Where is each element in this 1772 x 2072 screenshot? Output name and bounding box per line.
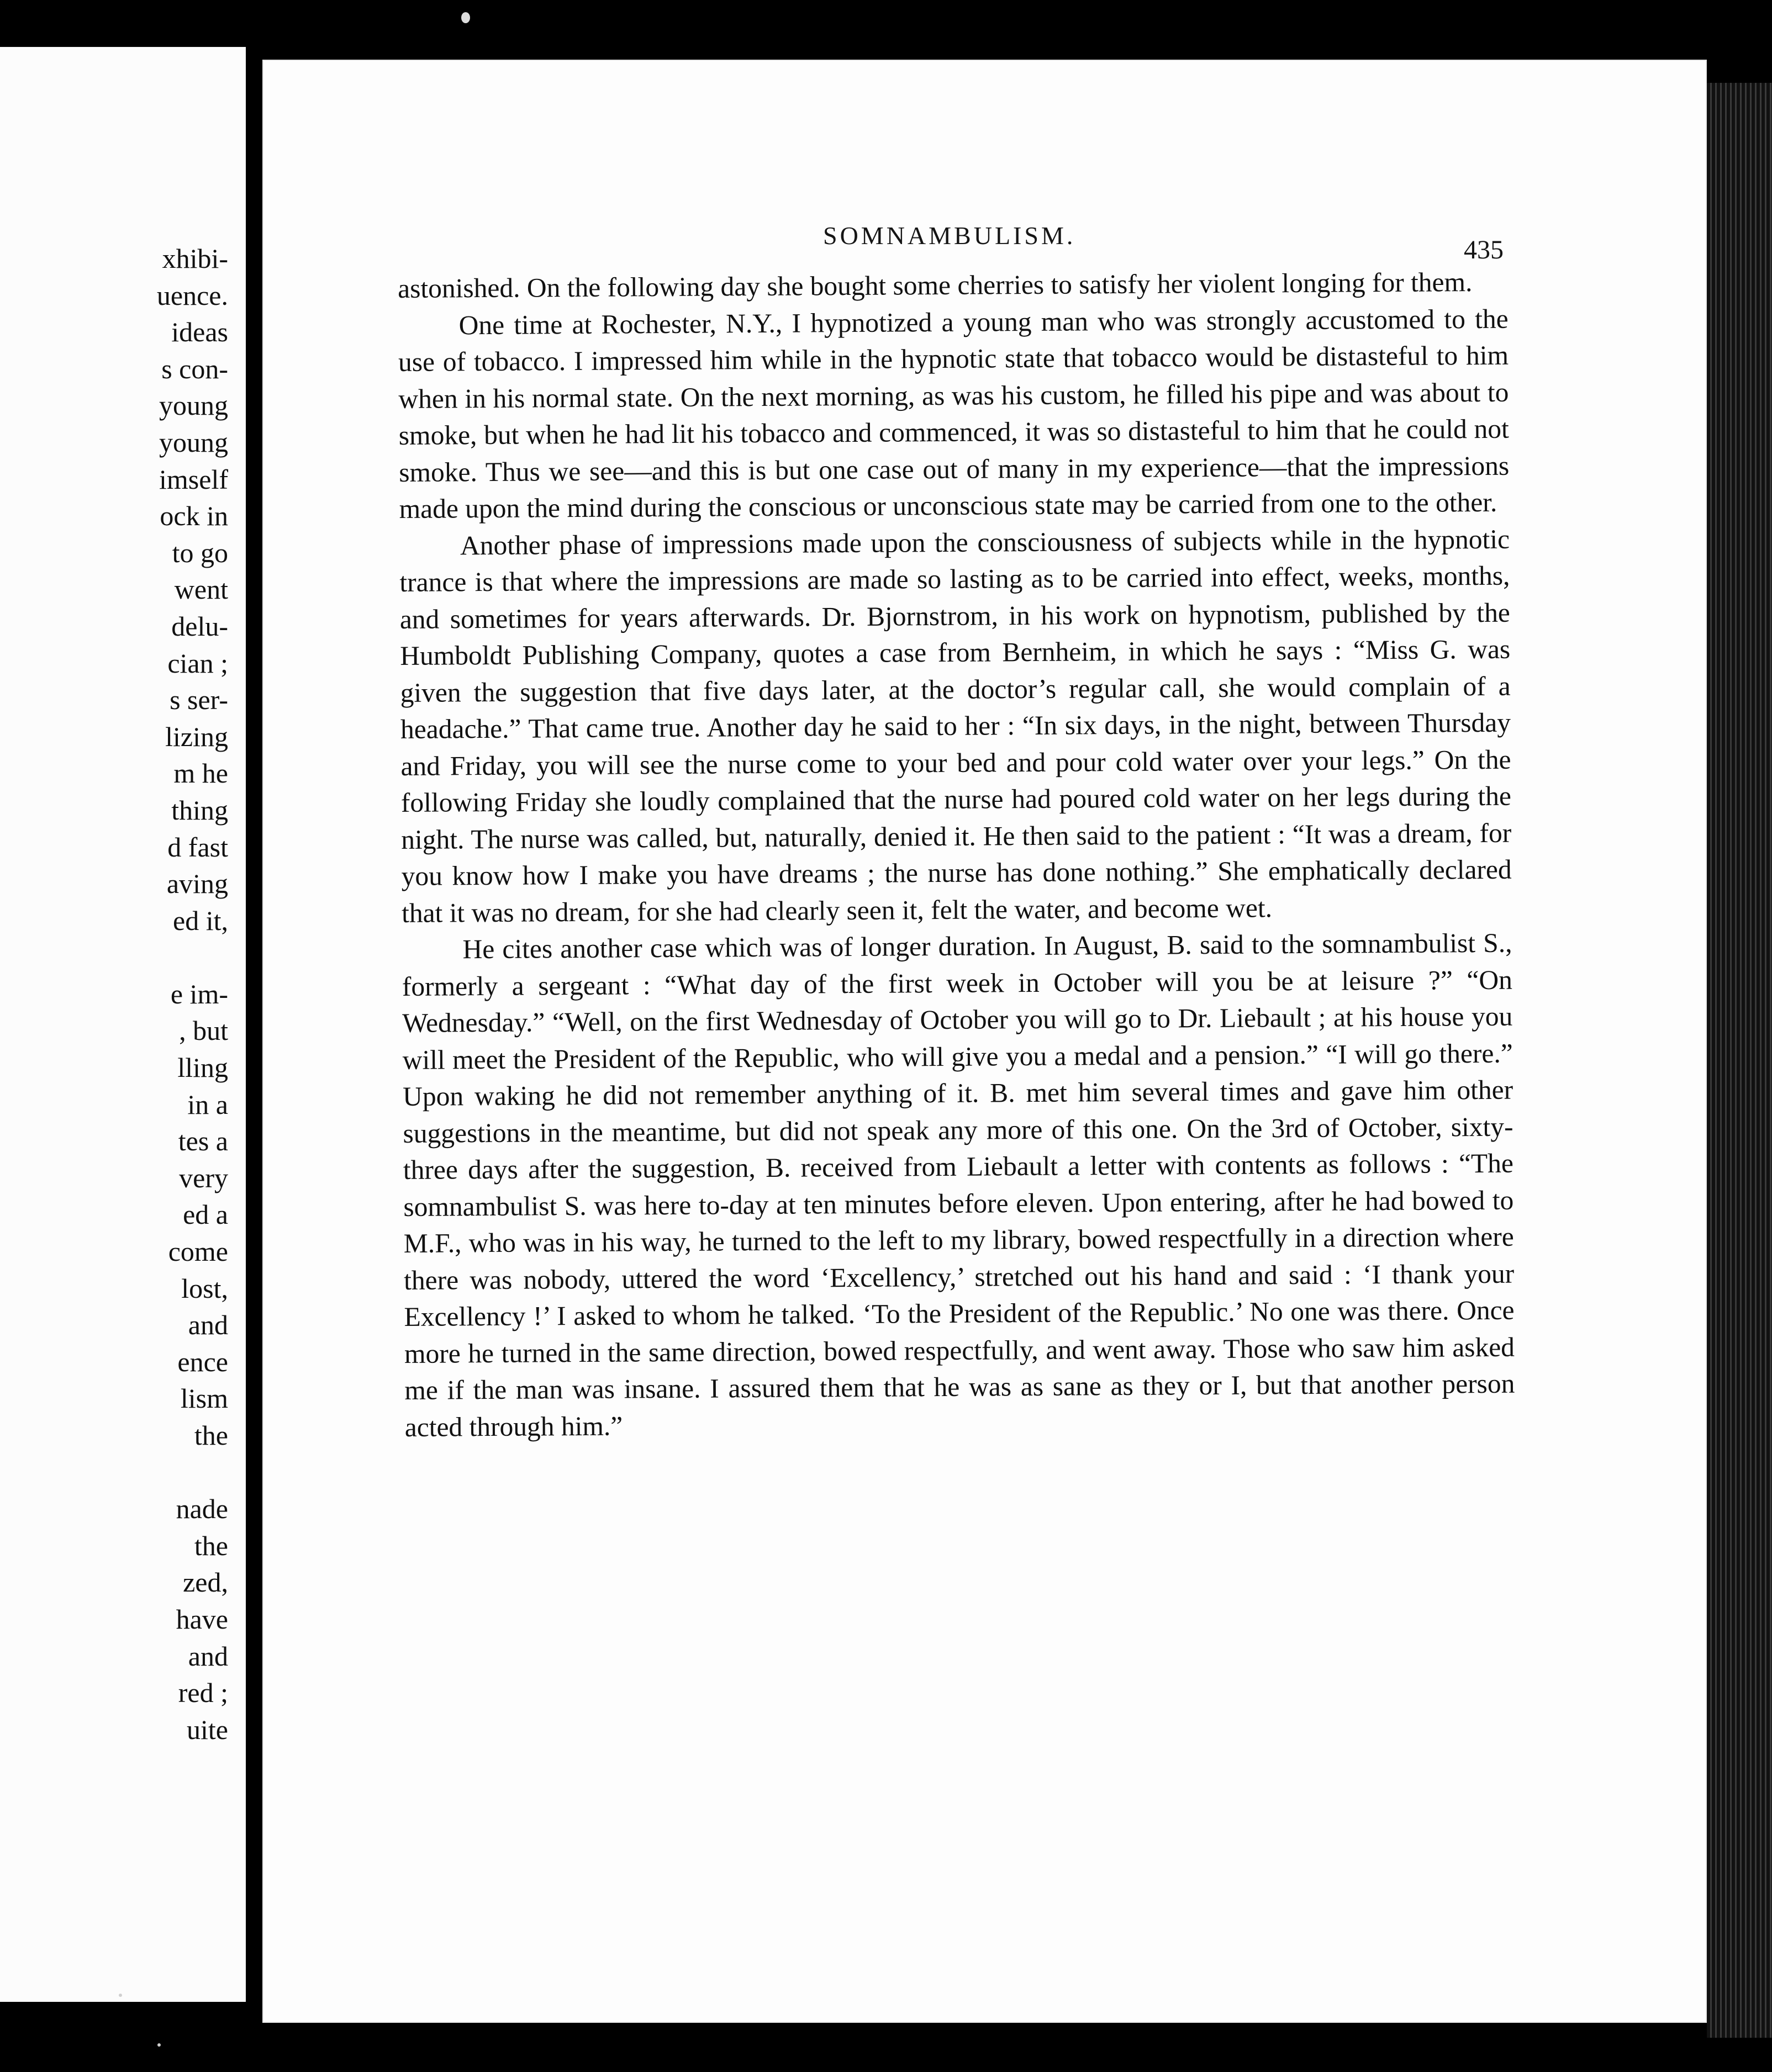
left-line: went <box>174 574 228 605</box>
left-line: uence. <box>156 279 228 311</box>
body-text <box>398 264 1515 1446</box>
facing-page-left <box>0 47 246 2002</box>
page-number: 435 <box>1464 235 1504 265</box>
left-line: have <box>176 1603 228 1635</box>
left-line: red ; <box>178 1677 228 1709</box>
left-line: d fast <box>167 831 228 863</box>
paragraph: One time at Rochester, N.Y., I hypnotized a young man who was strongly accustomed to the use of tobacco. I impressed him while in the hypnotic state that tobacco would be distasteful to him when in his normal state. On the next morning, as was his custom, he filled his pipe and was about to smoke, but when he had lit his tobacco and commenced, it was so distasteful to him that he could not smoke. Thus we see—and this is but one case out of many in my experience—that the impressions made upon the mind during the conscious or unconscious state may be carried from one to the other. <box>398 303 1510 524</box>
left-line: cian ; <box>167 647 228 679</box>
running-head: SOMNAMBULISM. <box>823 221 1076 250</box>
left-line: ock in <box>160 500 228 532</box>
paragraph: He cites another case which was of longer duration. In August, B. said to the somnambulist S., formerly a sergeant : “What day of the first week in October will you be at leisure ?” “On Wednesday.” “Well, on the first Wednesday of October you will go to Dr. Liebault ; at his house you will meet the President of the Republic, who will give you a medal and a pension.” “I will go there.” Upon waking he did not remember anything of it. B. met him several times and gave him other suggestions in the meantime, but did not speak any more of this one. On the 3rd of October, sixty-three days after the suggestion, B. received from Liebault a letter with contents as follows : “The somnambulist S. was here to-day at ten minutes before eleven. Upon entering, after he had bowed to M.F., who was in his way, he turned to the left to my library, bowed respectfully in a direction where there was nobody, uttered the word ‘Excellency,’ stretched out his hand and said : ‘I thank your Excellency !’ I asked to whom he talked. ‘To the President of the Republic.’ No one was there. Once more he turned in the same direction, bowed respectfully, and went away. Those who saw him asked me if the man was insane. I assured them that he was as sane as they or I, but that another person acted through him.” <box>402 927 1515 1442</box>
left-line: s con- <box>161 353 228 384</box>
left-line: xhibi- <box>162 243 228 274</box>
left-line: nade <box>176 1493 228 1525</box>
left-line: aving <box>166 868 228 900</box>
left-line: the <box>194 1420 228 1451</box>
left-line: uite <box>187 1714 228 1745</box>
left-page-line-fragments <box>157 240 228 1748</box>
left-line: to go <box>172 537 228 568</box>
left-line: in a <box>187 1088 228 1120</box>
left-line: ence <box>177 1346 228 1377</box>
paragraph: Another phase of impressions made upon the consciousness of subjects while in the hypnotic trance is that where the impressions are made so lasting as to be carried into effect, weeks, months, and sometimes for years afterwards. Dr. Bjornstrom, in his work on hypnotism, published by the Humboldt Publishing Company, quotes a case from Bernheim, in which he says : “Miss G. was given the suggestion that five days later, at the doctor’s regular call, she would complain of a headache.” That came true. Another day he said to her : “In six days, in the night, between Thursday and Friday, you will see the nurse come to your bed and pour cold water over your legs.” On the following Friday she loudly complained that the nurse had poured cold water on her legs during the night. The nurse was called, but, naturally, denied it. He then said to the patient : “It was a dream, for you know how I make you have dreams ; the nurse has done nothing.” She emphatically declared that it was no dream, for she had clearly seen it, felt the water, and become wet. <box>399 524 1512 928</box>
book-gutter <box>246 0 262 2072</box>
scan-speck <box>119 1994 122 1997</box>
left-line: delu- <box>171 610 228 642</box>
left-line: come <box>168 1236 228 1267</box>
left-line: young <box>159 426 228 458</box>
left-line: imself <box>159 463 228 495</box>
left-line: ed it, <box>173 905 228 936</box>
paragraph: astonished. On the following day she bought some cherries to satisfy her violent longing for them. <box>398 267 1473 304</box>
left-line: ideas <box>171 316 228 348</box>
left-line: tes a <box>178 1125 228 1157</box>
left-line <box>157 1454 228 1491</box>
left-line: and <box>188 1309 228 1341</box>
left-line: thing <box>171 794 228 826</box>
left-line <box>157 939 228 976</box>
left-line: lizing <box>165 721 228 752</box>
left-line: lost, <box>181 1272 228 1304</box>
left-line: m he <box>173 758 228 789</box>
left-line: ed a <box>183 1199 228 1230</box>
page-block-edges <box>1707 83 1772 2038</box>
left-line: s ser- <box>170 684 228 716</box>
left-line: very <box>179 1162 228 1193</box>
left-line: , but <box>179 1015 228 1046</box>
left-line: e im- <box>170 978 228 1009</box>
left-line: young <box>159 390 228 421</box>
left-line: zed, <box>183 1567 228 1598</box>
scan-speck <box>157 2043 161 2047</box>
left-line: lism <box>180 1383 228 1414</box>
scan-artifact <box>461 12 470 23</box>
left-line: and <box>188 1640 228 1672</box>
left-line: lling <box>177 1052 228 1083</box>
left-line: the <box>194 1530 228 1561</box>
